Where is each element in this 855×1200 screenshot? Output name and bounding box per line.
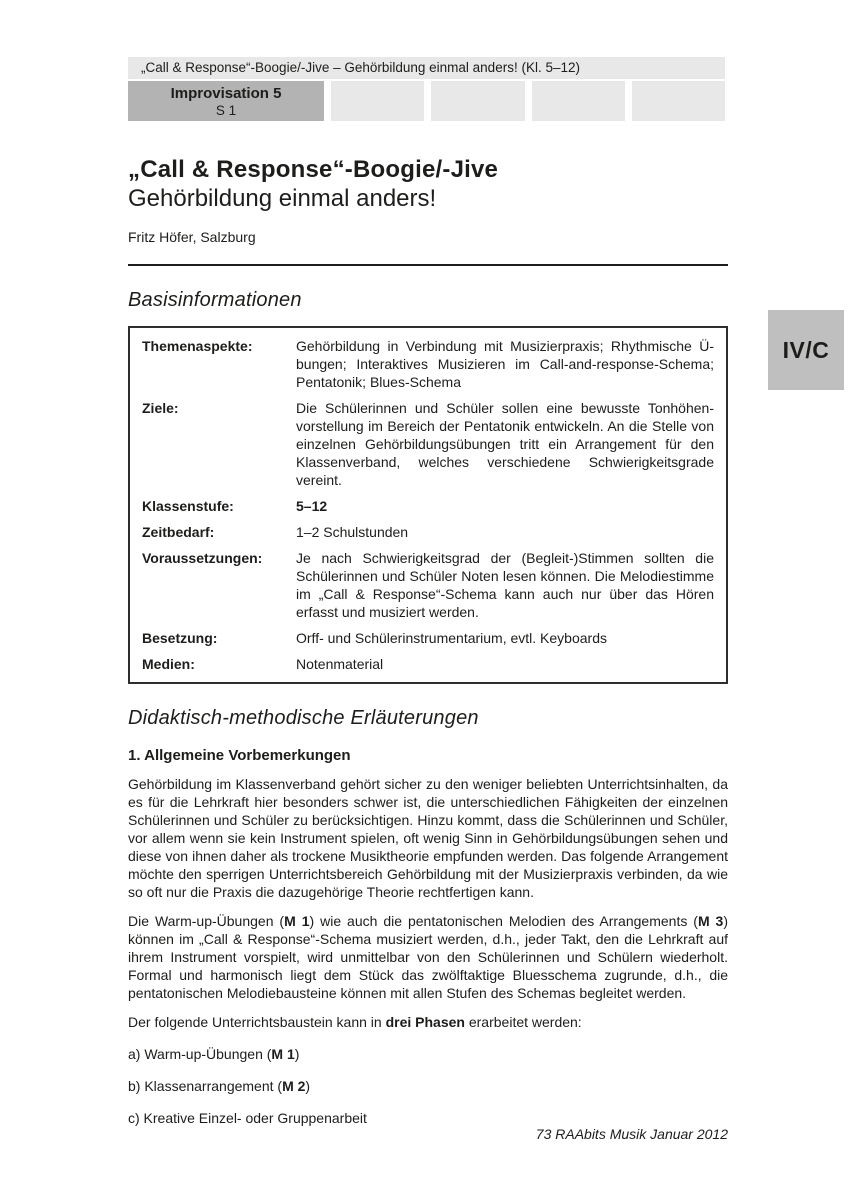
kicker-bar [128, 57, 725, 79]
tab-improvisation [128, 81, 324, 121]
info-row-value: Notenmaterial [296, 656, 384, 672]
paragraph: Gehörbildung im Klassenverband gehört sicher zu den weniger beliebten Unterrichtsinhalten, da es für die Lehrkraft hier besonders schwer ist, die unterschiedlichen Fähigkeiten der einzelnen Schülerinnen und Schüler zu berücksichtigen. Hinzu kommt, dass die Schülerinnen und Schüler, vor allem wenn sie kein Instrument spielen, oft wenig Sinn in Gehörbildungsübungen sehen und diese von ihnen daher als trockene Musiktheorie empfunden werden. Das folgende Arrangement möchte den sperrigen Unterrichtsbereich Gehörbildung mit der Musizierpraxis verbinden, da wie so oft nur die Praxis die dazugehörige Theorie rechtfertigen kann. [128, 776, 728, 900]
phase-list-item: c) Kreative Einzel- oder Gruppenarbeit [128, 1110, 367, 1126]
tab-title: Improvisation 5 [170, 84, 282, 102]
info-row-value: Gehörbildung in Verbindung mit Musizierpraxis; Rhythmische Ü-bungen; Interaktives Musizieren im Call-and-response-Schema; Pentatonik; Blues-Schema [296, 338, 714, 390]
tab-empty [331, 81, 424, 121]
info-row-label: Besetzung: [142, 630, 218, 646]
info-row-label: Klassenstufe: [142, 498, 234, 514]
paragraph: Der folgende Unterrichtsbaustein kann in drei Phasen erarbeitet werden: [128, 1014, 582, 1030]
subsection-heading: 1. Allgemeine Vorbemerkungen [128, 747, 351, 764]
info-row-label: Medien: [142, 656, 195, 672]
section-heading-basisinfo: Basisinformationen [128, 289, 302, 311]
tab-empty [532, 81, 625, 121]
footer-imprint [536, 1126, 728, 1142]
phase-list-item: b) Klassenarrangement (M 2) [128, 1078, 311, 1094]
info-row-label: Themenaspekte: [142, 338, 253, 354]
info-row-value: Je nach Schwierigkeitsgrad der (Begleit-)Stimmen sollten die Schülerinnen und Schüler Noten lesen können. Die Melodiestimme im „Call & Response“-Schema kann auch nur über das Hören erfasst und musiziert werden. [296, 550, 714, 620]
section-index-tab [768, 310, 844, 390]
info-row-value: Orff- und Schülerinstrumentarium, evtl. Keyboards [296, 630, 607, 646]
page-subtitle: Gehörbildung einmal anders! [128, 185, 437, 212]
phase-list [128, 1045, 728, 1127]
tab-page-number: S 1 [215, 102, 237, 118]
section-index-label: IV/C [782, 336, 830, 363]
tab-empty [431, 81, 524, 121]
footer-text: 73 RAAbits Musik Januar 2012 [535, 1126, 728, 1142]
info-row-value: 1–2 Schulstunden [296, 524, 409, 540]
info-row-label: Voraussetzungen: [142, 550, 263, 566]
title-divider [128, 264, 728, 266]
kicker-text: „Call & Response“-Boogie/-Jive – Gehörbildung einmal anders! (Kl. 5–12) [141, 60, 580, 75]
info-row-value: 5–12 [296, 498, 328, 514]
info-row-label: Ziele: [142, 400, 179, 416]
author-line: Fritz Höfer, Salzburg [128, 229, 256, 245]
page-content [128, 145, 728, 1127]
section-heading-didaktik: Didaktisch-methodische Erläuterungen [128, 707, 479, 729]
tab-strip [128, 81, 725, 121]
paragraph: Die Warm-up-Übungen (M 1) wie auch die pentatonischen Melodien des Arrangements (M 3) können im „Call & Response“-Schema musiziert werden, d.h., jeder Takt, den die Lehrkraft auf ihrem Instrument vorspielt, wird unmittelbar von den Schülerinnen und Schülern wiederholt. Formal und harmonisch liegt dem Stück das zwölftaktige Bluesschema zugrunde, d.h., die pentatonischen Melodiebausteine können mit allen Stufen des Schemas begleitet werden. [128, 913, 729, 1001]
page-title: „Call & Response“-Boogie/-Jive [128, 156, 499, 183]
paragraphs [128, 775, 728, 1031]
info-row-label: Zeitbedarf: [142, 524, 215, 540]
phase-list-item: a) Warm-up-Übungen (M 1) [128, 1046, 300, 1062]
basisinfo-table [128, 326, 728, 684]
tab-empty [632, 81, 725, 121]
info-row-value: Die Schülerinnen und Schüler sollen eine bewusste Tonhöhenvorstellung im Bereich der Pentatonik entwickeln. An die Stelle von einzelnen Gehörbildungsübungen tritt ein Arrangement für den Klassenverband, welches verschiedene Schwierigkeitsgrade vereint. [296, 400, 714, 488]
